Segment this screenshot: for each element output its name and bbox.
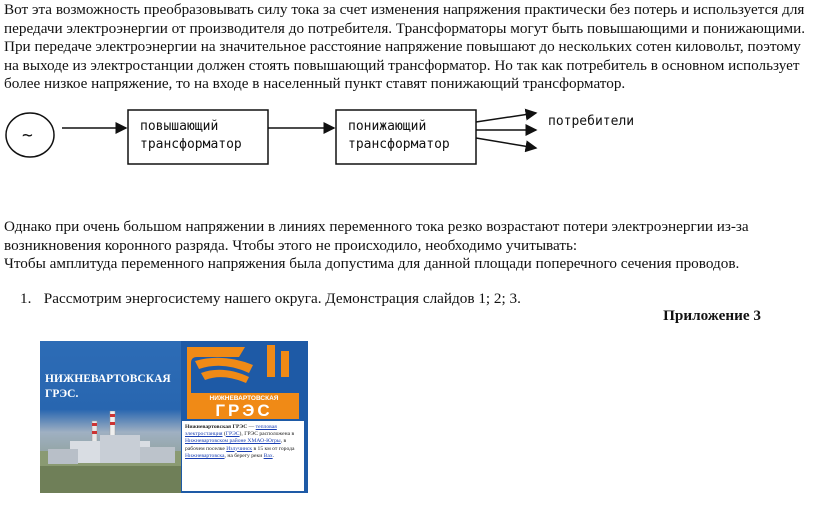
- list-number: 1.: [20, 290, 32, 307]
- step-down-label-1: понижающий: [348, 119, 427, 134]
- list-text: Рассмотрим энергосистему нашего округа. Демонстрация слайдов 1; 2; 3.: [43, 290, 521, 307]
- logo-grs-text: ГРЭС: [215, 401, 273, 420]
- consumers-label: потребители: [548, 114, 635, 129]
- info-text: .: [272, 452, 275, 459]
- logo-city-text: НИЖНЕВАРТОВСКАЯ: [209, 395, 279, 402]
- appendix-label: Приложение 3: [663, 307, 761, 324]
- list-item: [20, 290, 521, 308]
- generator-symbol: ~: [22, 125, 33, 146]
- step-down-label-2: трансформатор: [348, 137, 450, 152]
- info-text: —: [247, 424, 256, 430]
- link-thermal-plant[interactable]: тепловая электростанция: [185, 424, 277, 438]
- power-plant-slide: [40, 341, 308, 493]
- info-text: в 15 км от города: [252, 445, 295, 452]
- step-up-label-2: трансформатор: [140, 137, 242, 152]
- info-text: , в рабочем поселке: [185, 438, 287, 452]
- amplitude-text: Чтобы амплитуда переменного напряжения была допустима для данной площади поперечного сечения проводов.: [4, 255, 740, 273]
- step-up-label-1: повышающий: [140, 119, 219, 134]
- corona-paragraph: [4, 218, 812, 274]
- power-plant-photo: [40, 411, 181, 493]
- link-district[interactable]: Нижневартовском районе ХМАО-Югры: [185, 438, 281, 445]
- info-text: ), ГРЭС расположена в: [239, 431, 295, 438]
- intro-paragraph: Вот эта возможность преобразовывать силу тока за счет изменения напряжения практически без потерь и используется для передачи электроэнергии от производителя до потребителя. Трансформаторы могут быть повышающими и понижающими. При передаче электроэнергии на значительное расстояние напряжение повышают до нескольких сотен киловольт, поэтому на выходе из электростанции должен стоять повышающий трансформатор. Но так как потребитель в основном использует более низкое напряжение, то на входе в населенный пункт ставят понижающий трансформатор.: [4, 1, 806, 93]
- corona-text: Однако при очень большом напряжении в линиях переменного тока резко возрастают потери электроэнергии из-за возникновения коронного разряда. Чтобы этого не происходило, необходимо учитывать:: [4, 218, 749, 254]
- link-izluchinsk[interactable]: Излучинск: [226, 445, 253, 452]
- info-text: , на берегу реки: [224, 452, 264, 459]
- info-bold: Нижневартовская ГРЭС: [185, 424, 248, 430]
- link-grs[interactable]: ГРЭС: [225, 431, 240, 438]
- slide-title: НИЖНЕВАРТОВСКАЯ ГРЭС.: [45, 373, 171, 400]
- link-nizhnevartovsk[interactable]: Нижневартовска: [185, 452, 225, 459]
- slide-info-text: [182, 421, 304, 491]
- arrow-to-consumers-3: [476, 138, 536, 148]
- info-text: (: [222, 431, 226, 438]
- link-vakh[interactable]: Вах: [263, 452, 273, 459]
- arrow-to-consumers-1: [476, 113, 536, 122]
- power-transmission-diagram: [0, 100, 816, 190]
